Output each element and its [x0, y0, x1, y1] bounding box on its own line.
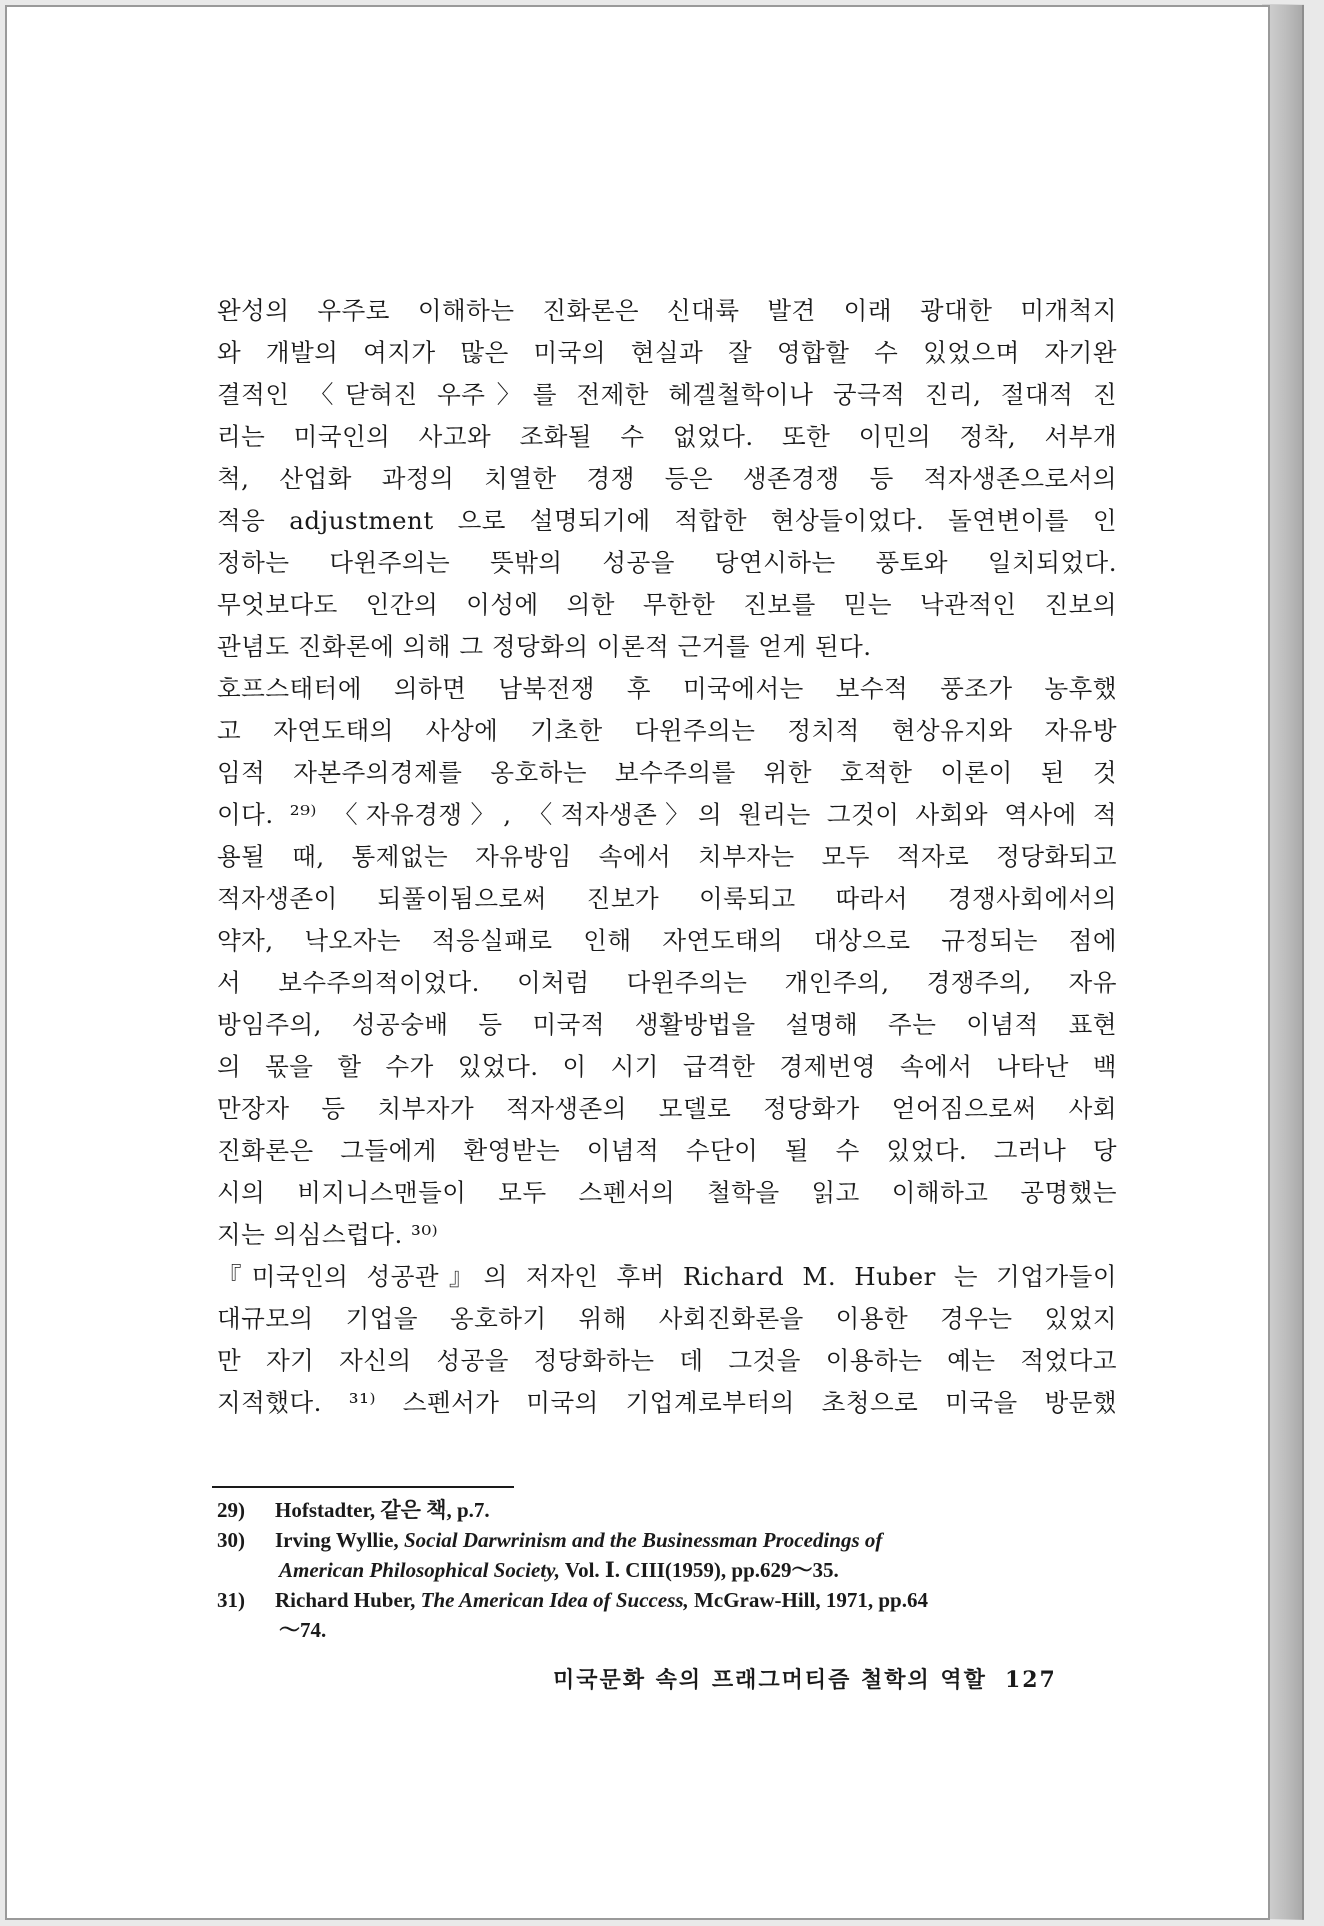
text-line: 결적인 〈닫혀진 우주〉를 전제한 헤겔철학이나 궁극적 진리, 절대적 진: [217, 380, 1117, 409]
footnote-31: [217, 1585, 1117, 1615]
footnote-author: Irving Wyllie,: [275, 1528, 404, 1552]
footnote-30-continued: [217, 1555, 1117, 1585]
footnote-title: American Philosophical Society,: [279, 1558, 560, 1582]
footnote-number: 29): [217, 1498, 245, 1522]
text-line: 약자, 낙오자는 적응실패로 인해 자연도태의 대상으로 규정되는 점에: [217, 926, 1117, 955]
text-line: 진화론은 그들에게 환영받는 이념적 수단이 될 수 있었다. 그러나 당: [217, 1136, 1117, 1165]
footnote-number: 30): [217, 1528, 245, 1552]
text-line: 『미국인의 성공관』의 저자인 후버 Richard M. Huber 는 기업가들이: [217, 1262, 1117, 1291]
text-line: 만장자 등 치부자가 적자생존의 모델로 정당화가 얻어짐으로써 사회: [217, 1094, 1117, 1123]
text-line: 만 자기 자신의 성공을 정당화하는 데 그것을 이용하는 예는 적었다고: [217, 1346, 1117, 1375]
footnote-29: [217, 1495, 1117, 1525]
text-line: 무엇보다도 인간의 이성에 의한 무한한 진보를 믿는 낙관적인 진보의: [217, 590, 1117, 619]
text-line: 시의 비지니스맨들이 모두 스펜서의 철학을 읽고 이해하고 공명했는: [217, 1178, 1117, 1207]
text-line: 서 보수주의적이었다. 이처럼 다윈주의는 개인주의, 경쟁주의, 자유: [217, 968, 1117, 997]
footnote-30: [217, 1525, 1117, 1555]
text-line: 적응 adjustment 으로 설명되기에 적합한 현상들이었다. 돌연변이를 인: [217, 506, 1117, 535]
footnote-title: Social Darwrinism and the Businessman Procedings of: [403, 1528, 883, 1552]
footnote-detail: Vol. Ⅰ. CIII(1959), pp.629～35.: [559, 1558, 839, 1582]
running-footer: [553, 1663, 1057, 1694]
footnote-author: Richard Huber,: [275, 1588, 421, 1612]
footnote-31-continued: [217, 1615, 1117, 1645]
text-line: 관념도 진화론에 의해 그 정당화의 이론적 근거를 얻게 된다.: [217, 632, 872, 661]
page-number: 127: [1004, 1667, 1057, 1693]
running-title: 미국문화 속의 프래그머티즘 철학의 역할: [553, 1667, 987, 1693]
body-text: [217, 290, 1117, 1424]
text-line: 완성의 우주로 이해하는 진화론은 신대륙 발견 이래 광대한 미개척지: [217, 296, 1117, 325]
document-page: [5, 5, 1270, 1920]
text-line: 대규모의 기업을 옹호하기 위해 사회진화론을 이용한 경우는 있었지: [217, 1304, 1117, 1333]
text-line: 용될 때, 통제없는 자유방임 속에서 치부자는 모두 적자로 정당화되고: [217, 842, 1117, 871]
text-line: 의 몫을 할 수가 있었다. 이 시기 급격한 경제번영 속에서 나타난 백: [217, 1052, 1117, 1081]
text-line: 호프스태터에 의하면 남북전쟁 후 미국에서는 보수적 풍조가 농후했: [217, 674, 1117, 703]
footnote-number: 31): [217, 1588, 245, 1612]
footnote-text: Hofstadter, 같은 책, p.7.: [275, 1498, 490, 1522]
text-line: 고 자연도태의 사상에 기초한 다윈주의는 정치적 현상유지와 자유방: [217, 716, 1117, 745]
text-line: 지는 의심스럽다. ³⁰⁾: [217, 1220, 439, 1249]
text-line: 이다. ²⁹⁾ 〈자유경쟁〉, 〈적자생존〉의 원리는 그것이 사회와 역사에 적: [217, 800, 1117, 829]
text-line: 리는 미국인의 사고와 조화될 수 없었다. 또한 이민의 정착, 서부개: [217, 422, 1117, 451]
text-line: 와 개발의 여지가 많은 미국의 현실과 잘 영합할 수 있었으며 자기완: [217, 338, 1117, 367]
text-line: 임적 자본주의경제를 옹호하는 보수주의를 위한 호적한 이론이 된 것: [217, 758, 1117, 787]
footnote-title: The American Idea of Success,: [420, 1588, 689, 1612]
text-line: 방임주의, 성공숭배 등 미국적 생활방법을 설명해 주는 이념적 표현: [217, 1010, 1117, 1039]
footnote-divider: [212, 1486, 514, 1488]
text-line: 적자생존이 되풀이됨으로써 진보가 이룩되고 따라서 경쟁사회에서의: [217, 884, 1117, 913]
footnote-detail: McGraw-Hill, 1971, pp.64: [688, 1588, 928, 1612]
text-line: 척, 산업화 과정의 치열한 경쟁 등은 생존경쟁 등 적자생존으로서의: [217, 464, 1117, 493]
text-line: 정하는 다윈주의는 뜻밖의 성공을 당연시하는 풍토와 일치되었다.: [217, 548, 1117, 577]
footnote-detail: ～74.: [279, 1618, 327, 1642]
footnotes: [217, 1495, 1117, 1645]
text-line: 지적했다. ³¹⁾ 스펜서가 미국의 기업계로부터의 초청으로 미국을 방문했: [217, 1388, 1117, 1417]
